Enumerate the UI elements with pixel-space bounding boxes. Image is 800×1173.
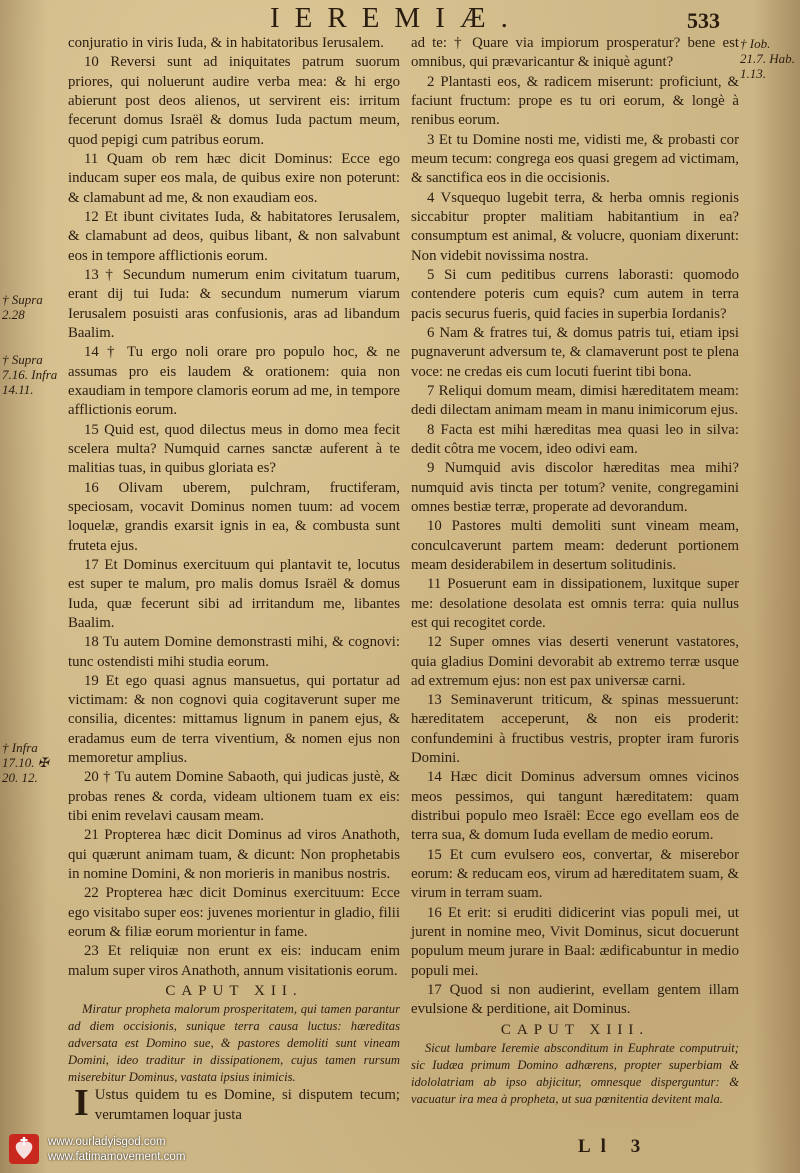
chapter-summary: Miratur propheta malorum prosperitatem, qui tamen parantur ad diem occisionis, sunique terra causa luctus: hæreditas adversata est Domino sue, & pastores demoliti sunt vineam Domini, ideo traditur in dissipationem, cujus tamen rursum miserebitur Dominus, vastata ipsius inimicis. xyxy=(68,1002,400,1085)
verse: 10 Pastores multi demoliti sunt vineam meam, conculcaverunt partem meam: dederunt portionem meam desiderabilem in desertum solitudinis. xyxy=(411,518,739,573)
drop-cap: I xyxy=(74,1082,89,1125)
verse: 13 Seminaverunt triticum, & spinas messuerunt: hæreditatem acceperunt, & non eis proderit: confundemini à fructibus vestris, propter iram furoris Domini. xyxy=(411,692,739,767)
verse: 8 Facta est mihi hæreditas mea quasi leo in silva: dedit côtra me vocem, ideo odivi eam. xyxy=(411,421,739,457)
signature-mark: Ll 3 xyxy=(578,1136,651,1157)
margin-note: † Supra 7.16. Infra 14.11. xyxy=(2,352,58,397)
margin-note: † Infra 17.10. ✠ 20. 12. xyxy=(2,740,49,785)
page-header xyxy=(0,2,800,32)
verse: 7 Reliqui domum meam, dimisi hæreditatem meam: dedi dilectam animam meam in manu inimicorum ejus. xyxy=(411,382,739,419)
margin-note-right: † Iob. 21.7. Hab. 1.13. xyxy=(740,36,795,81)
verse: 3 Et tu Domine nosti me, vidisti me, & probasti cor meum tecum: congrega eos quasi gregem ad victimam, & sanctifica eos in die occisionis. xyxy=(411,131,739,187)
chapter-opening xyxy=(68,1082,400,1125)
verse: conjuratio in viris Iuda, & in habitatoribus Ierusalem. xyxy=(68,35,385,51)
running-title: IEREMIÆ. xyxy=(270,2,523,34)
verse: 15 Et cum evulsero eos, convertar, & miserebor eorum: & reducam eos, virum ad hæreditatem suam, & virum in terram suam. xyxy=(411,846,739,902)
watermark-url-2[interactable]: www.fatimamovement.com xyxy=(48,1151,186,1163)
page-number: 533 xyxy=(687,8,720,33)
heart-logo-icon xyxy=(8,1133,40,1165)
verse: 15 Quid est, quod dilectus meus in domo mea fecit scelera multa? Numquid carnes sanctæ auferent à te malitias tuas, in quibus gloriata es? xyxy=(68,421,400,477)
verse: 22 Propterea hæc dicit Dominus exercituum: Ecce ego visitabo super eos: juvenes morientur in gladio, filii eorum & filiæ eorum morientur in fame. xyxy=(68,885,400,941)
verse: ad te: † Quare via impiorum prosperatur? bene est omnibus, qui prævaricantur & iniquè agunt? xyxy=(411,35,739,71)
verse: 11 Quam ob rem hæc dicit Dominus: Ecce ego inducam super eos mala, de quibus exire non poterunt: & clamabunt ad me, & non exaudiam eos. xyxy=(68,150,400,206)
chapter-heading: CAPUT XII. xyxy=(165,983,303,1000)
verse: 19 Et ego quasi agnus mansuetus, qui portatur ad victimam: & non cognovi quia cogitaverunt super me consilia, dicentes: mittamus lignum in panem ejus, & eradamus eum de terra viventium, & nomen ejus non memoretur amplius. xyxy=(68,672,400,767)
left-column xyxy=(68,34,400,1125)
verse: 10 Reversi sunt ad iniquitates patrum suorum priores, qui noluerunt audire verba mea: & hi ergo abierunt post deos alienos, ut servirent eis: irritum fecerunt domus Israël & domus Iuda pactum meum, quod pepigi cum patribus eorum. xyxy=(68,54,400,148)
verse: 17 Et Dominus exercituum qui plantavit te, locutus est super te malum, pro malis domus Israël & domus Iuda, quæ fecerunt sibi ad irritandum me, libantes Baalim. xyxy=(68,556,400,631)
verse: 9 Numquid avis discolor hæreditas mea mihi? numquid avis tincta per totum? venite, congregamini omnes bestiæ terræ, properate ad devorandum. xyxy=(411,460,739,515)
watermark-text xyxy=(48,1135,185,1165)
chapter-heading: CAPUT XIII. xyxy=(500,1021,650,1038)
verse: 12 Et ibunt civitates Iuda, & habitatores Ierusalem, & clamabunt ad deos, quibus libant, & non salvabunt eos in tempore afflictionis eorum. xyxy=(68,208,400,264)
verse: 11 Posuerunt eam in dissipationem, luxitque super me: desolatione desolata est omnis terra: quia nullus est qui recogitet corde. xyxy=(411,576,739,631)
watermark-url-1[interactable]: www.ourladyisgod.com xyxy=(48,1136,166,1148)
verse: 16 Et erit: si eruditi didicerint vias populi mei, ut jurent in nomine meo, Vivit Dominus, sicut docuerunt populum meum jurare in Baal: ædificabuntur in medio populi mei. xyxy=(411,904,739,979)
verse: 5 Si cum peditibus currens laborasti: quomodo contendere poteris cum equis? cum autem in terra pacis securus fueris, quid facies in superbia Iordanis? xyxy=(411,266,739,322)
opening-text: Ustus quidem tu es Domine, si disputem tecum; verumtamen loquar justa xyxy=(94,1087,400,1123)
verse: 2 Plantasti eos, & radicem miserunt: proficiunt, & faciunt fructum: prope es tu ori eorum, & longè à renibus eorum. xyxy=(411,73,739,129)
verse: 14 † Tu ergo noli orare pro populo hoc, & ne assumas pro eis laudem & orationem: quia non exaudiam in tempore clamoris eorum ad me, in tempore afflictionis eorum. xyxy=(68,344,400,419)
right-column xyxy=(411,34,739,1108)
verse: 6 Nam & fratres tui, & domus patris tui, etiam ipsi pugnaverunt adversum te, & clamaverunt post te plena voce: ne credas eis cum locuti fuerint tibi bona. xyxy=(411,324,739,380)
verse: 23 Et reliquiæ non erunt ex eis: inducam enim malum super viros Anathoth, annum visitationis eorum. xyxy=(68,943,400,979)
verse: 14 Hæc dicit Dominus adversum omnes vicinos meos pessimos, qui tangunt hæreditatem: quam distribui populo meo Israël: Ecce ego evellam eos de terra sua, & domum Iuda evellam de medio eorum. xyxy=(411,769,739,844)
verse: 12 Super omnes vias deserti venerunt vastatores, quia gladius Domini devorabit ab extremo terræ usque ad extremum ejus: non est pax universæ carni. xyxy=(411,634,739,689)
verse: 13 † Secundum numerum enim civitatum tuarum, erant dij tui Iuda: & secundum numerum viarum Ierusalem posuisti aras confusionis, aras ad libandum Baalim. xyxy=(68,266,400,341)
verse: 18 Tu autem Domine demonstrasti mihi, & cognovi: tunc ostendisti mihi studia eorum. xyxy=(68,634,400,670)
margin-note: † Supra 2.28 xyxy=(2,292,43,322)
watermark xyxy=(8,1133,268,1169)
chapter-summary: Sicut lumbare Ieremie absconditum in Euphrate computruit; sic Iudæa primum Domino adhærens, propter superbiam & idololatriam ab ipso abjicitur, omnesque disperguntur: & vacuatur ira mea à propheta, ut sua pœnitentia devitent mala. xyxy=(411,1041,739,1107)
verse: 16 Olivam uberem, pulchram, fructiferam, speciosam, vocavit Dominus nomen tuum: ad vocem loquelæ, grandis exarsit ignis in ea, & combusta sunt fruteta ejus. xyxy=(68,479,400,554)
verse: 17 Quod si non audierint, evellam gentem illam evulsione & perditione, ait Dominus. xyxy=(411,982,739,1018)
verse: 4 Vsquequo lugebit terra, & herba omnis regionis siccabitur propter malitiam habitantium in ea? consumptum est animal, & volucre, quoniam dixerunt: Non videbit novissima nostra. xyxy=(411,189,739,264)
verse: 20 † Tu autem Domine Sabaoth, qui judicas justè, & probas renes & corda, videam ultionem tuam ex eis: tibi enim revelavi causam meam. xyxy=(68,769,400,825)
verse: 21 Propterea hæc dicit Dominus ad viros Anathoth, qui quærunt animam tuam, & dicunt: Non prophetabis in nomine Domini, & non morieris in manibus nostris. xyxy=(68,827,400,883)
